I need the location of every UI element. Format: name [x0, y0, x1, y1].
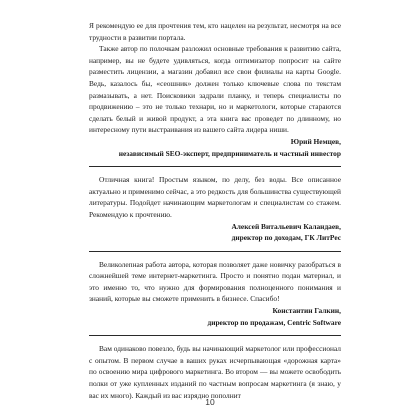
review-paragraph: Отличная книга! Простым языком, по делу, без воды. Все описанное актуально и применимо сейчас, а это редкость для большинства существующей литературы. Подойдет начинающим маркетологам и специалистам со стажем. Рекомендую к прочтению. — [89, 175, 341, 219]
review-kalandaev — [89, 174, 341, 244]
review-continued — [89, 343, 341, 401]
review-nemtsev — [89, 20, 341, 159]
review-galkin — [89, 259, 341, 329]
review-author: Юрий Немцев, — [290, 136, 341, 146]
review-author-role: директор по доходам, ГК ЛитРес — [231, 233, 341, 243]
review-paragraph: Вам одинаково повезло, будь вы начинающий маркетолог или профессионал с опытом. В первом случае в ваших руках исчерпывающая «дорожная карта» по освоению мира цифрового маркетинга. Во втором — вы можете освободить полки от уже купленных изданий по частным вопросам маркетинга (я знаю, у вас их много). Каждый из вас изрядно пополнит — [89, 344, 341, 400]
review-author: Алексей Витальевич Каландаев, — [231, 221, 341, 231]
review-paragraph: Я рекомендую ее для прочтения тем, кто нацелен на результат, несмотря на все трудности в развитии портала. — [89, 21, 341, 42]
review-paragraph: Также автор по полочкам разложил основные требования к развитию сайта, например, вы не будете удивляться, когда оптимизатор попросит на сайте разместить лицензии, а магазин добавил все свои филиалы на карты Google. Ведь, казалось бы, «сеошник» должен только ключевые слова по текстам размазывать, а нет. Поисковики задрали планку, и теперь специалисты по продвижению – это не только технари, но и маркетологи, которые стараются сделать белый и живой продукт, а эта книга вас проведет по длинному, но интересному пути выстраивания из вашего сайта лидера ниши. — [89, 44, 341, 135]
page-number: 10 — [205, 397, 215, 407]
text-column — [89, 20, 341, 401]
review-author: Константин Галкин, — [272, 306, 341, 316]
review-author-role: независимый SEO-эксперт, предприниматель и частный инвестор — [118, 148, 341, 158]
review-paragraph: Великолепная работа автора, которая позволяет даже новичку разобраться в сложнейшей теме интернет-маркетинга. Просто и понятно подан материал, и это именно то, что нужно для формирования полноценного понимания и знаний, которые вы сможете применить в бизнесе. Спасибо! — [89, 259, 341, 304]
review-author-role: директор по продажам, Centric Software — [207, 317, 341, 327]
